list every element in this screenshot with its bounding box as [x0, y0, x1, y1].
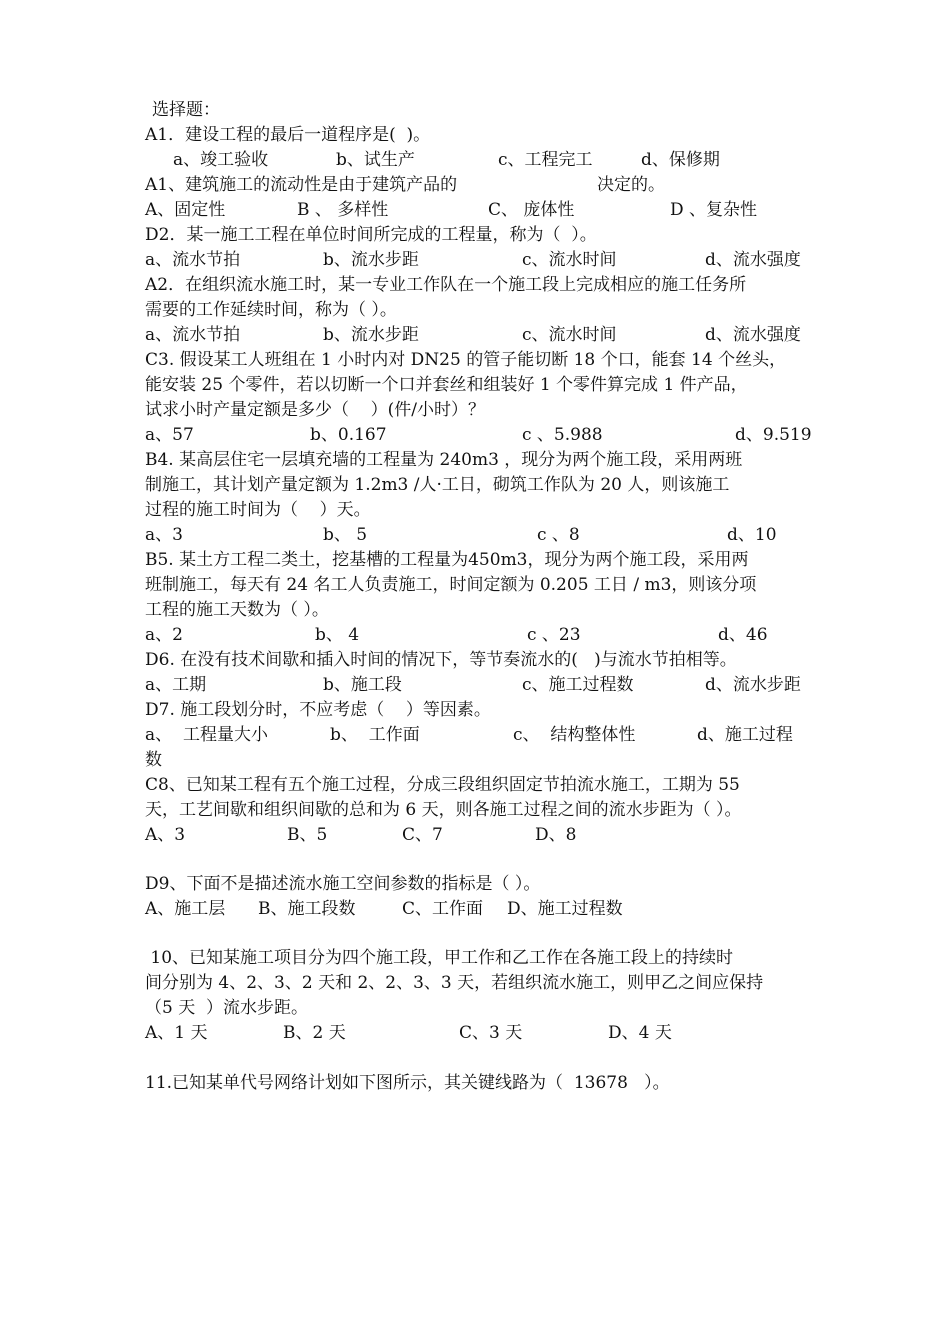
option-c: c 、5.988 [522, 425, 603, 445]
option-c: c、流水时间 [522, 325, 617, 345]
question-stem: 能安装 25 个零件，若以切断一个口并套丝和组装好 1 个零件算完成 1 件产品， [145, 375, 748, 395]
option-d: D、8 [535, 825, 577, 845]
option-d: d、施工过程 [697, 725, 793, 745]
option-d: d、流水强度 [705, 250, 801, 270]
question-stem: 天，工艺间歇和组织间歇的总和为 6 天，则各施工过程之间的流水步距为（ ）。 [145, 800, 742, 820]
option-b: B、施工段数 [258, 899, 356, 919]
option-b: B、5 [287, 825, 328, 845]
question-stem: 间分别为 4、2、3、2 天和 2、2、3、3 天，若组织流水施工，则甲乙之间应保持 [145, 973, 764, 993]
option-a: A、1 天 [145, 1023, 208, 1043]
option-b: b、施工段 [323, 675, 402, 695]
option-d: d、9.519 [735, 425, 812, 445]
option-a: a、3 [145, 525, 183, 545]
option-b: b、 5 [323, 525, 368, 545]
option-a: A、固定性 [145, 200, 226, 220]
option-c: c、工程完工 [498, 150, 593, 170]
question-stem: D7. 施工段划分时，不应考虑（ ）等因素。 [145, 700, 491, 720]
option-a: a、流水节拍 [145, 250, 241, 270]
option-d: D、施工过程数 [507, 899, 623, 919]
option-b: b、试生产 [336, 150, 415, 170]
option-b: b、流水步距 [323, 250, 419, 270]
option-b: b、0.167 [310, 425, 387, 445]
option-a: a、竣工验收 [173, 150, 269, 170]
option-c: c 、23 [527, 625, 581, 645]
question-stem: 需要的工作延续时间，称为（ ）。 [145, 300, 397, 320]
option-d: d、流水步距 [705, 675, 801, 695]
question-stem: 11.已知某单代号网络计划如下图所示，其关键线路为（ 13678 ）。 [145, 1073, 670, 1093]
option-c: C、工作面 [402, 899, 484, 919]
option-c: C、 庞体性 [488, 200, 575, 220]
option-d: D 、复杂性 [670, 200, 758, 220]
option-d: D、4 天 [608, 1023, 672, 1043]
question-stem: （5 天 ）流水步距。 [145, 998, 309, 1018]
option-d: d、保修期 [641, 150, 720, 170]
question-stem-tail: 决定的。 [597, 175, 665, 195]
question-stem: 工程的施工天数为（ ）。 [145, 600, 329, 620]
option-b: B 、 多样性 [297, 200, 389, 220]
question-stem: 10、已知某施工项目分为四个施工段，甲工作和乙工作在各施工段上的持续时 [145, 948, 734, 968]
question-stem: A1．建设工程的最后一道程序是( )。 [145, 125, 431, 145]
question-stem: D9、下面不是描述流水施工空间参数的指标是（ ）。 [145, 874, 541, 894]
question-stem: B4. 某高层住宅一层填充墙的工程量为 240m3 ，现分为两个施工段，采用两班 [145, 450, 743, 470]
option-a: A、施工层 [145, 899, 226, 919]
option-a: a、2 [145, 625, 183, 645]
question-stem: C3. 假设某工人班组在 1 小时内对 DN25 的管子能切断 18 个口，能套 14 个丝头， [145, 350, 787, 370]
option-b: B、2 天 [283, 1023, 346, 1043]
question-stem: B5. 某土方工程二类土，挖基槽的工程量为450m3，现分为两个施工段，采用两 [145, 550, 749, 570]
option-c: C、3 天 [459, 1023, 523, 1043]
option-a: a、 工程量大小 [145, 725, 268, 745]
section-heading: 选择题： [152, 100, 220, 120]
option-c: c、 结构整体性 [513, 725, 636, 745]
question-stem: 制施工，其计划产量定额为 1.2m3 /人·工日，砌筑工作队为 20 人，则该施工 [145, 475, 730, 495]
option-b: b、 工作面 [330, 725, 420, 745]
question-stem: 过程的施工时间为（ ）天。 [145, 500, 371, 520]
option-c: c、施工过程数 [522, 675, 634, 695]
question-stem: 试求小时产量定额是多少（ ）(件/小时）？ [145, 400, 485, 420]
option-c: C、7 [402, 825, 443, 845]
option-wrap: 数 [145, 750, 162, 770]
question-stem: A1、建筑施工的流动性是由于建筑产品的 [145, 175, 458, 195]
option-c: c 、8 [537, 525, 580, 545]
question-stem: C8、已知某工程有五个施工过程，分成三段组织固定节拍流水施工，工期为 55 [145, 775, 740, 795]
question-stem: 班制施工，每天有 24 名工人负责施工，时间定额为 0.205 工日 / m3，则该分项 [145, 575, 757, 595]
option-a: a、流水节拍 [145, 325, 241, 345]
option-d: d、46 [718, 625, 768, 645]
option-a: A、3 [145, 825, 186, 845]
option-d: d、流水强度 [705, 325, 801, 345]
question-stem: D6. 在没有技术间歇和插入时间的情况下，等节奏流水的( )与流水节拍相等。 [145, 650, 737, 670]
question-stem: A2．在组织流水施工时，某一专业工作队在一个施工段上完成相应的施工任务所 [145, 275, 747, 295]
option-c: c、流水时间 [522, 250, 617, 270]
option-a: a、57 [145, 425, 194, 445]
option-d: d、10 [727, 525, 777, 545]
question-stem: D2．某一施工工程在单位时间所完成的工程量，称为（ ）。 [145, 225, 597, 245]
option-b: b、 4 [315, 625, 360, 645]
option-b: b、流水步距 [323, 325, 419, 345]
option-a: a、工期 [145, 675, 207, 695]
